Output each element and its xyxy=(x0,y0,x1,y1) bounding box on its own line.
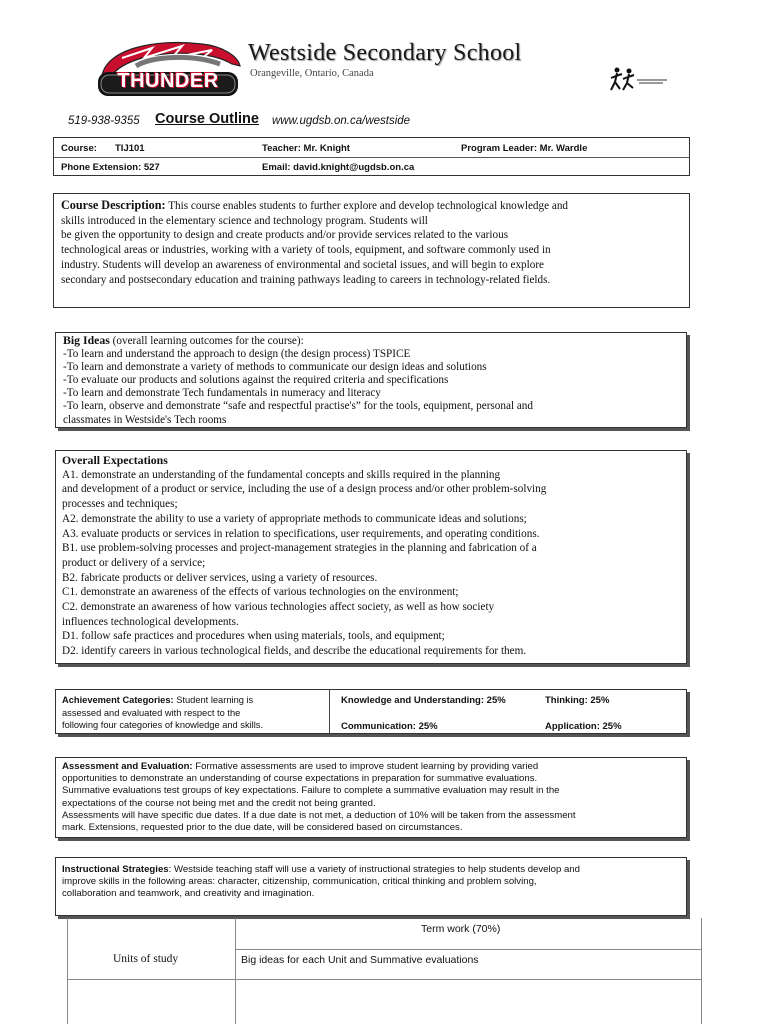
description-line-0: Course Description: This course enables students to further explore and develop technological knowledge and xyxy=(61,198,569,212)
expectation-line: influences technological developments. xyxy=(62,615,239,628)
overall-expectations-heading: Overall Expectations xyxy=(62,453,168,467)
course-label: Course: xyxy=(61,143,97,154)
achievement-line-1: assessed and evaluated with respect to the xyxy=(62,707,241,718)
expectation-line: B2. fabricate products or deliver services, using a variety of resources. xyxy=(62,571,378,584)
term-work-header: Term work (70%) xyxy=(421,923,501,935)
expectation-line: B1. use problem-solving processes and project-management strategies in the planning and fabrication of a xyxy=(62,542,537,555)
assessment-line-0: Assessment and Evaluation: Formative assessments are used to improve student learning by providing varied xyxy=(62,761,539,772)
application-weight: Application: 25% xyxy=(545,721,622,732)
expectation-line: A3. evaluate products or services in relation to specifications, user requirements, and operating conditions. xyxy=(62,527,540,540)
program-leader: Program Leader: Mr. Wardle xyxy=(461,143,588,154)
units-of-study-header: Units of study xyxy=(113,953,179,965)
instructional-line-0: Instructional Strategies: Westside teaching staff will use a variety of instructional strategies to help students develop and xyxy=(62,864,580,875)
knowledge-weight: Knowledge and Understanding: 25% xyxy=(341,695,506,706)
overall-expectations-box xyxy=(55,450,687,664)
school-location: Orangeville, Ontario, Canada xyxy=(250,68,374,79)
thinking-weight: Thinking: 25% xyxy=(545,695,610,706)
school-logo xyxy=(92,36,244,102)
term-work-table xyxy=(67,918,702,1024)
instructional-strategies-box xyxy=(55,857,687,916)
teacher-email[interactable]: Email: david.knight@ugdsb.on.ca xyxy=(262,162,415,173)
website-link[interactable]: www.ugdsb.on.ca/westside xyxy=(272,115,411,127)
big-ideas-title: Big Ideas (overall learning outcomes for the course): xyxy=(63,333,304,347)
logo-text: THUNDER xyxy=(117,70,219,92)
assessment-line: expectations of the course not being met and the credit not being granted. xyxy=(62,797,376,809)
description-line-3: technological areas or industries, working with a variety of tools, equipment, and software commonly used in xyxy=(61,244,551,257)
big-ideas-column-header: Big ideas for each Unit and Summative evaluations xyxy=(241,954,479,966)
expectation-line: D2. identify careers in various technological fields, and describe the educational requirements for them. xyxy=(62,645,527,658)
phone-extension: Phone Extension: 527 xyxy=(61,162,160,173)
big-ideas-heading: Big Ideas xyxy=(63,333,110,347)
assessment-line: mark. Extensions, requested prior to the due date, will be considered based on circumstances. xyxy=(62,822,463,834)
expectation-line: and development of a product or service, including the use of a design process and/or other problem-solving xyxy=(62,483,547,496)
assessment-heading: Assessment and Evaluation: xyxy=(62,761,193,772)
school-name: Westside Secondary School xyxy=(248,40,522,66)
phone-number: 519-938-9355 xyxy=(68,115,140,127)
expectation-line: D1. follow safe practices and procedures when using materials, tools, and equipment; xyxy=(62,630,445,643)
expectation-line: product or delivery of a service; xyxy=(62,556,206,569)
page-title: Course Outline xyxy=(155,111,259,127)
expectation-line: C2. demonstrate an awareness of how various technologies affect society, as well as how society xyxy=(62,601,495,614)
big-idea-item: -To learn and understand the approach to design (the design process) TSPICE xyxy=(63,348,411,361)
big-idea-item: -To evaluate our products and solutions against the required criteria and specifications xyxy=(63,374,449,387)
description-line-5: secondary and postsecondary education and training pathways leading to careers in technology-related fields. xyxy=(61,273,551,286)
big-idea-item: -To learn, observe and demonstrate “safe and respectful practise's” for the tools, equipment, personal and xyxy=(63,400,533,413)
achievement-heading: Achievement Categories: xyxy=(62,695,174,705)
instructional-line: collaboration and teamwork, and creativity and imagination. xyxy=(62,888,315,900)
instructional-line: improve skills in the following areas: character, citizenship, communication, critical thinking and problem solving, xyxy=(62,876,537,888)
expectation-line: A1. demonstrate an understanding of the fundamental concepts and skills required in the planning xyxy=(62,468,501,481)
expectation-line: processes and techniques; xyxy=(62,498,178,511)
runners-emblem-icon xyxy=(607,64,669,94)
course-code: TIJ101 xyxy=(115,143,145,154)
communication-weight: Communication: 25% xyxy=(341,721,438,732)
big-ideas-box xyxy=(55,332,687,428)
description-line-4: industry. Students will develop an awareness of environmental and societal issues, and will begin to explore xyxy=(61,258,545,271)
big-idea-item: -To learn and demonstrate Tech fundamentals in numeracy and literacy xyxy=(63,387,381,400)
achievement-line-2: following four categories of knowledge and skills. xyxy=(62,720,264,731)
assessment-line: opportunities to demonstrate an understanding of course expectations in preparation for summative evaluations. xyxy=(62,773,538,785)
expectation-line: A2. demonstrate the ability to use a variety of appropriate methods to communicate ideas and solutions; xyxy=(62,512,527,525)
assessment-evaluation-box xyxy=(55,757,687,838)
course-description-box xyxy=(53,193,690,308)
achievement-line-0: Achievement Categories: Student learning is xyxy=(62,695,254,705)
expectation-line: C1. demonstrate an awareness of the effects of various technologies on the environment; xyxy=(62,586,459,599)
instructional-heading: Instructional Strategies xyxy=(62,864,169,875)
course-description-heading: Course Description: xyxy=(61,198,166,212)
teacher: Teacher: Mr. Knight xyxy=(262,143,350,154)
assessment-line: Summative evaluations test groups of key expectations. Failure to complete a summative evaluation may result in the xyxy=(62,785,560,797)
achievement-categories-box xyxy=(55,689,687,734)
description-line-1: skills introduced in the elementary science and technology program. Students will xyxy=(61,214,428,227)
big-idea-item: -To learn and demonstrate a variety of methods to communicate our design ideas and solutions xyxy=(63,361,487,374)
big-idea-item: classmates in Westside's Tech rooms xyxy=(63,413,227,426)
course-info-table xyxy=(53,137,690,176)
assessment-line: Assessments will have specific due dates. If a due date is not met, a deduction of 10% will be taken from the assessment xyxy=(62,809,576,821)
description-line-2: be given the opportunity to design and create products and/or provide services related to the various xyxy=(61,229,509,242)
